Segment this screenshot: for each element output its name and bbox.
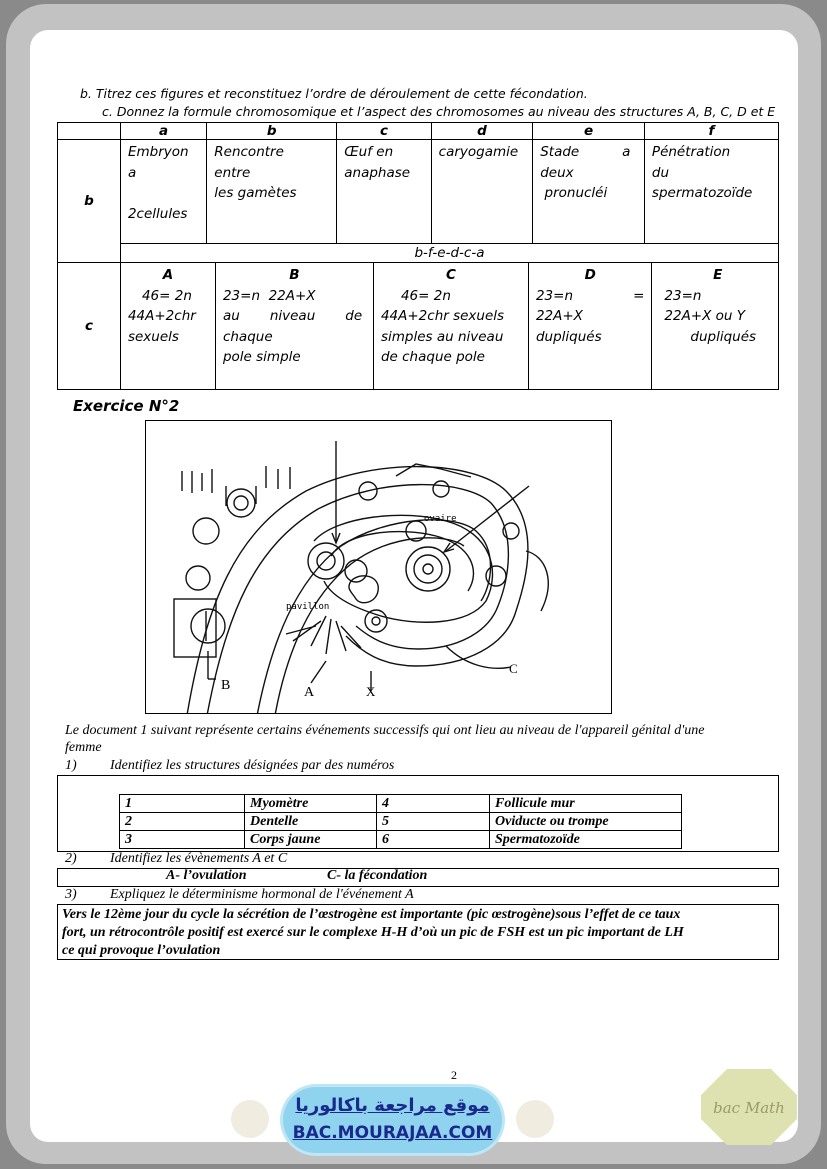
question-b: b. Titrez ces figures et reconstituez l’ordre de déroulement de cette fécondation. [80, 86, 588, 101]
table-cell: caryogamie [431, 140, 533, 244]
q3-text: Expliquez le déterminisme hormonal de l'événement A [110, 887, 414, 902]
label-A: A [304, 685, 315, 700]
header-cell: b [207, 123, 337, 140]
answer-table-1 [57, 122, 779, 390]
table-row: 3 Corps jaune 6 Spermatozoïde [120, 831, 682, 849]
order-cell: b-f-e-d-c-a [120, 244, 778, 263]
figure-drawing [146, 421, 611, 713]
table-row-b [58, 140, 779, 244]
label-pavillon: pavillon [286, 602, 330, 612]
document-intro: Le document 1 suivant représente certains événements successifs qui ont lieu au niveau de l'appareil génital d'une femme [65, 723, 705, 755]
header-cell: c [337, 123, 431, 140]
q1-text: Identifiez les structures désignées par des numéros [110, 758, 395, 773]
table-row-c [58, 263, 779, 390]
answer-c: C- la fécondation [327, 868, 428, 883]
row-label-b: b [58, 140, 121, 263]
table-cell: Pénétration du spermatozoïde [644, 140, 778, 244]
table-row: 1 Myomètre 4 Follicule mur [120, 795, 682, 813]
table-header-row [58, 123, 779, 140]
structures-table [119, 794, 682, 849]
left-logo-icon [231, 1100, 269, 1138]
label-X: X [366, 684, 376, 699]
reproductive-tract-figure [145, 420, 612, 714]
q1-number: 1) [65, 758, 77, 773]
q2-number: 2) [65, 851, 77, 866]
label-ovaire: ovaire [424, 514, 457, 524]
table-cell: Embryon a 2cellules [120, 140, 206, 244]
header-cell: f [644, 123, 778, 140]
table-row: 2 Dentelle 5 Oviducte ou trompe [120, 813, 682, 831]
right-logo-icon [516, 1100, 554, 1138]
table-cell: B 23=n 22A+X au niveau de chaque pole simple [215, 263, 373, 389]
header-cell: e [533, 123, 645, 140]
table-cell: Œuf en anaphase [337, 140, 431, 244]
bac-math-badge-icon [697, 1067, 801, 1147]
row-label-c: c [58, 263, 121, 390]
q2-text: Identifiez les évènements A et C [110, 851, 288, 866]
header-cell: a [120, 123, 206, 140]
table-cell: Stade a deux pronucléi [533, 140, 645, 244]
table-cell: Rencontre entre les gamètes [207, 140, 337, 244]
svg-text:bac Math: bac Math [713, 1099, 785, 1117]
label-C: C [509, 661, 518, 676]
site-banner-link[interactable] [283, 1087, 502, 1153]
header-cell: d [431, 123, 533, 140]
table-cell: E 23=n 22A+X ou Y dupliqués [664, 267, 757, 345]
site-banner-arabic: موقع مراجعة باكالوريا [295, 1095, 490, 1116]
row-c-inner [121, 263, 778, 389]
answer-a: A- l’ovulation [166, 868, 247, 883]
table-cell: D 23=n = 22A+X dupliqués [528, 263, 651, 389]
table-row-order [58, 244, 779, 263]
site-banner-url: BAC.MOURAJAA.COM [292, 1123, 493, 1143]
table-cell: C 46= 2n 44A+2chr sexuels simples au niveau de chaque pole [373, 263, 528, 389]
page-number: 2 [451, 1068, 457, 1082]
label-B: B [221, 678, 231, 693]
exercise-title: Exercice N°2 [73, 397, 180, 415]
q3-number: 3) [65, 887, 77, 902]
table-cell: A 46= 2n 44A+2chr sexuels [121, 263, 216, 389]
answer-3: Vers le 12ème jour du cycle la sécrétion de l’œstrogène est importante (pic œstrogène)sous l’effet de ce taux fort, un rétrocontrôle positif est exercé sur le complexe H-H d’où un pic de FSH est un pic important de LH ce qui provoque l’ovulation [62, 907, 684, 958]
question-c: c. Donnez la formule chromosomique et l’aspect des chromosomes au niveau des structures A, B, C, D et E [102, 104, 776, 119]
